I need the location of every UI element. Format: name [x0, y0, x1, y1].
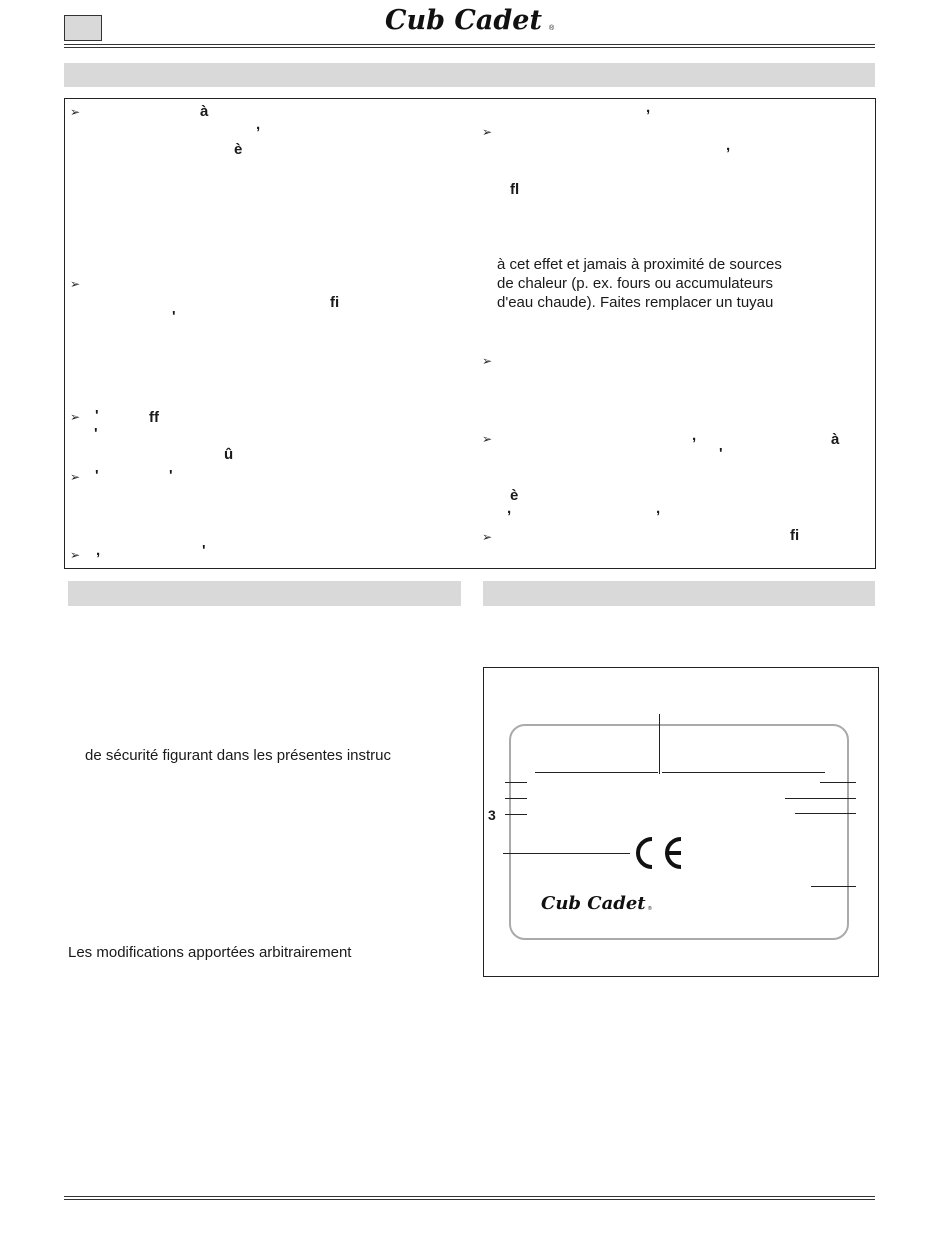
- footer-rule-1: [64, 1196, 875, 1197]
- text-fragment: ff: [149, 409, 159, 426]
- right-section-title-bar: [483, 581, 875, 606]
- body-text-line: de sécurité figurant dans les présentes instruc: [85, 747, 391, 764]
- callout-line: [795, 813, 856, 814]
- bullet-arrow-icon: ➢: [70, 470, 81, 484]
- text-fragment: à: [831, 431, 840, 448]
- callout-line: [503, 853, 630, 854]
- text-fragment: ,: [96, 542, 101, 559]
- bullet-arrow-icon: ➢: [70, 548, 81, 562]
- text-fragment: û: [224, 446, 234, 463]
- body-text-line: Les modifications apportées arbitrairement: [68, 944, 352, 961]
- section-title-bar: [64, 63, 875, 87]
- text-fragment: fi: [790, 527, 800, 544]
- text-fragment: fl: [510, 181, 520, 198]
- text-fragment: è: [234, 141, 243, 158]
- text-fragment: ': [94, 425, 98, 442]
- callout-line: [535, 772, 658, 773]
- ce-mark-icon: [634, 835, 688, 871]
- text-fragment: è: [510, 487, 519, 504]
- text-fragment: à: [200, 103, 209, 120]
- text-fragment: ,: [656, 500, 661, 517]
- callout-line: [785, 798, 856, 799]
- header-rule-1: [64, 44, 875, 45]
- page-number-box: [64, 15, 102, 41]
- svg-text:Cub Cadet: Cub Cadet: [541, 893, 646, 914]
- safety-instructions-box: [64, 98, 876, 569]
- text-fragment: ': [172, 308, 176, 325]
- text-fragment: ': [169, 467, 173, 484]
- footer-rule-2: [64, 1199, 875, 1200]
- bullet-arrow-icon: ➢: [482, 125, 493, 139]
- callout-line: [820, 782, 856, 783]
- text-fragment: ': [95, 407, 99, 424]
- left-section-title-bar: [68, 581, 461, 606]
- text-fragment: ,: [726, 137, 731, 154]
- callout-line: [505, 814, 527, 815]
- text-fragment: ,: [646, 99, 651, 116]
- text-fragment: fi: [330, 294, 340, 311]
- text-fragment: ,: [507, 500, 512, 517]
- svg-text:®: ®: [648, 906, 652, 912]
- svg-text:®: ®: [549, 25, 555, 32]
- text-fragment: ': [95, 467, 99, 484]
- callout-line: [659, 714, 660, 774]
- text-fragment: ,: [256, 116, 261, 133]
- callout-line: [505, 798, 527, 799]
- text-fragment: ': [719, 445, 723, 462]
- header-rule-2: [64, 47, 875, 48]
- bullet-arrow-icon: ➢: [70, 105, 81, 119]
- callout-line: [505, 782, 527, 783]
- bullet-arrow-icon: ➢: [482, 354, 493, 368]
- text-fragment: ,: [692, 427, 697, 444]
- body-text-line: à cet effet et jamais à proximité de sources: [497, 256, 782, 273]
- text-fragment: ': [202, 542, 206, 559]
- bullet-arrow-icon: ➢: [70, 277, 81, 291]
- bullet-arrow-icon: ➢: [482, 530, 493, 544]
- callout-line: [662, 772, 825, 773]
- svg-text:Cub Cadet: Cub Cadet: [385, 5, 542, 36]
- cub-cadet-logo: [383, 2, 558, 36]
- body-text-line: d'eau chaude). Faites remplacer un tuyau: [497, 294, 774, 311]
- body-text-line: de chaleur (p. ex. fours ou accumulateurs: [497, 275, 773, 292]
- callout-line: [811, 886, 856, 887]
- bullet-arrow-icon: ➢: [70, 410, 81, 424]
- bullet-arrow-icon: ➢: [482, 432, 493, 446]
- plate-cub-cadet-logo: [540, 890, 655, 914]
- callout-number: 3: [488, 807, 496, 823]
